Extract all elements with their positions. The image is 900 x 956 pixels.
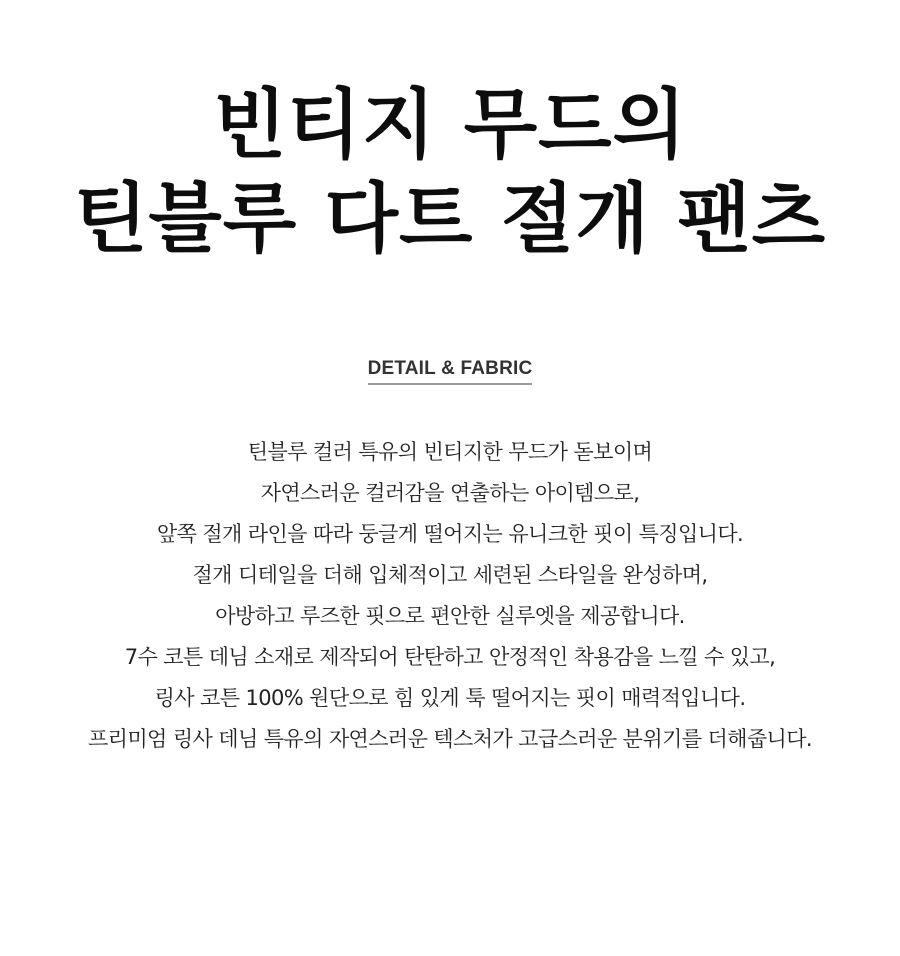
headline-line-2: 틴블루 다트 절개 팬츠 <box>73 174 827 263</box>
description-line: 아방하고 루즈한 핏으로 편안한 실루엣을 제공합니다. <box>215 604 685 628</box>
description-line: 7수 코튼 데님 소재로 제작되어 탄탄하고 안정적인 착용감을 느낄 수 있고, <box>124 645 776 669</box>
description-line: 앞쪽 절개 라인을 따라 둥글게 떨어지는 유니크한 핏이 특징입니다. <box>156 522 744 546</box>
product-headline <box>0 78 900 266</box>
description-line: 틴블루 컬러 특유의 빈티지한 무드가 돋보이며 <box>247 440 653 464</box>
product-description <box>0 432 900 760</box>
description-line: 자연스러운 컬러감을 연출하는 아이템으로, <box>260 481 640 505</box>
description-line: 프리미엄 링사 데님 특유의 자연스러운 텍스처가 고급스러운 분위기를 더해줍니다. <box>88 727 812 751</box>
section-label-wrapper <box>0 357 900 385</box>
description-line: 링사 코튼 100% 원단으로 힘 있게 툭 떨어지는 핏이 매력적입니다. <box>154 686 746 710</box>
description-line: 절개 디테일을 더해 입체적이고 세련된 스타일을 완성하며, <box>192 563 708 587</box>
headline-line-1: 빈티지 무드의 <box>213 80 687 169</box>
section-label-detail-fabric: DETAIL & FABRIC <box>368 357 533 385</box>
